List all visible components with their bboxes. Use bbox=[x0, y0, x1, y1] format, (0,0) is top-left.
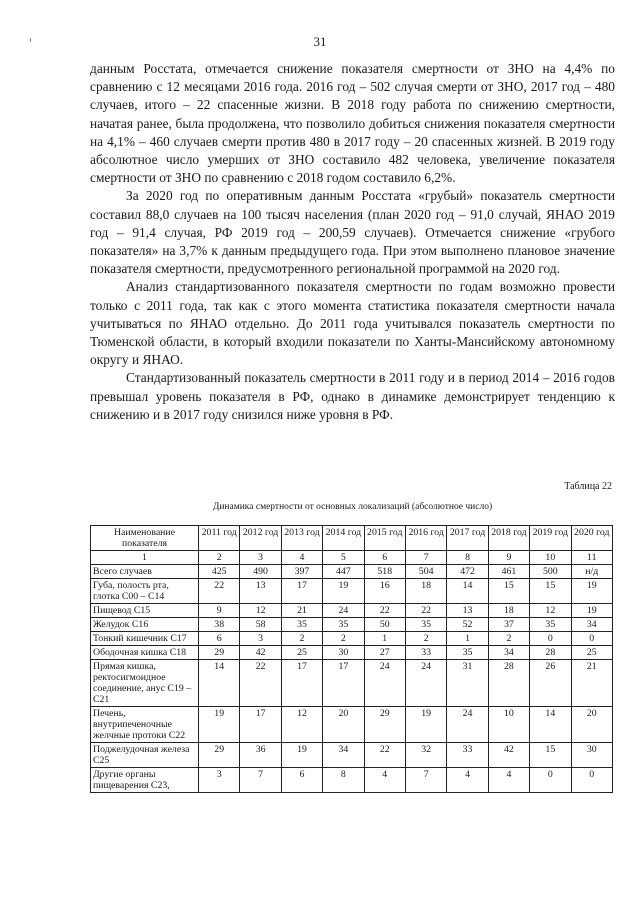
table-cell-value: 37 bbox=[488, 618, 529, 632]
table-cell-value: 20 bbox=[571, 707, 612, 743]
header-indicator-name: Наименование показателя bbox=[91, 526, 199, 551]
table-row bbox=[91, 743, 613, 768]
table-cell-value: 24 bbox=[323, 604, 364, 618]
table-cell-value: 2 bbox=[488, 632, 529, 646]
header-year: 2013 год bbox=[281, 526, 322, 551]
table-cell-value: 52 bbox=[447, 618, 488, 632]
table-cell-value: 17 bbox=[323, 660, 364, 707]
table-cell-value: 22 bbox=[240, 660, 281, 707]
table-cell-value: 20 bbox=[323, 707, 364, 743]
header-year: 2015 год bbox=[364, 526, 405, 551]
row-indicator-name: Всего случаев bbox=[91, 565, 199, 579]
table-cell-value: 19 bbox=[199, 707, 240, 743]
table-row bbox=[91, 660, 613, 707]
table-cell-value: 12 bbox=[530, 604, 571, 618]
table-cell-value: 13 bbox=[447, 604, 488, 618]
table-cell-value: 13 bbox=[240, 579, 281, 604]
table-row bbox=[91, 565, 613, 579]
table-cell-value: 50 bbox=[364, 618, 405, 632]
table-cell-value: 17 bbox=[281, 579, 322, 604]
table-cell-value: 17 bbox=[240, 707, 281, 743]
table-cell-value: 10 bbox=[488, 707, 529, 743]
table-cell-value: 4 bbox=[364, 768, 405, 793]
table-cell-value: 29 bbox=[199, 743, 240, 768]
table-cell-value: 6 bbox=[199, 632, 240, 646]
table-cell-value: 21 bbox=[281, 604, 322, 618]
row-indicator-name: Желудок С16 bbox=[91, 618, 199, 632]
row-indicator-name: Тонкий кишечник С17 bbox=[91, 632, 199, 646]
row-indicator-name: Печень, внутрипеченочные желчные протоки С22 bbox=[91, 707, 199, 743]
table-cell-value: 19 bbox=[323, 579, 364, 604]
table-cell-value: 7 bbox=[405, 768, 446, 793]
column-number: 11 bbox=[571, 551, 612, 565]
column-number: 7 bbox=[405, 551, 446, 565]
table-cell-value: 504 bbox=[405, 565, 446, 579]
table-cell-value: 15 bbox=[488, 579, 529, 604]
table-cell-value: 19 bbox=[281, 743, 322, 768]
table-cell-value: 35 bbox=[281, 618, 322, 632]
header-year: 2020 год bbox=[571, 526, 612, 551]
table-cell-value: 490 bbox=[240, 565, 281, 579]
table-cell-value: 21 bbox=[571, 660, 612, 707]
table-cell-value: 19 bbox=[571, 604, 612, 618]
table-cell-value: 35 bbox=[323, 618, 364, 632]
table-cell-value: 472 bbox=[447, 565, 488, 579]
table-cell-value: 425 bbox=[199, 565, 240, 579]
table-cell-value: 9 bbox=[199, 604, 240, 618]
table-row bbox=[91, 618, 613, 632]
body-text bbox=[90, 60, 615, 424]
table-cell-value: 33 bbox=[405, 646, 446, 660]
table-cell-value: 461 bbox=[488, 565, 529, 579]
table-cell-value: 36 bbox=[240, 743, 281, 768]
table-cell-value: 34 bbox=[488, 646, 529, 660]
table-cell-value: 0 bbox=[530, 632, 571, 646]
table-cell-value: н/д bbox=[571, 565, 612, 579]
page-number: 31 bbox=[313, 34, 327, 49]
table-label: Таблица 22 bbox=[564, 481, 612, 492]
table-cell-value: 17 bbox=[281, 660, 322, 707]
header-year: 2019 год bbox=[530, 526, 571, 551]
table-cell-value: 16 bbox=[364, 579, 405, 604]
table-cell-value: 30 bbox=[571, 743, 612, 768]
table-row bbox=[91, 579, 613, 604]
table-cell-value: 26 bbox=[530, 660, 571, 707]
paragraph-2: За 2020 год по оперативным данным Росстата «грубый» показатель смертности составил 88,0 случаев на 100 тысяч населения (план 2020 год – 91,0 случай, ЯНАО 2019 год – 91,4 случая, РФ 2019 год – 200,59 случаев). Отмечается снижение «грубого показателя» на 3,7% к данным предыдущего года. При этом выполнено плановое значение показателя смертности, предусмотренного региональной программой на 2020 год. bbox=[90, 188, 615, 277]
paragraph-3: Анализ стандартизованного показателя смертности по годам возможно провести только с 2011 года, так как с этого момента статистика показателя смертности начала учитываться по ЯНАО отдельно. До 2011 года учитывался показатель смертности по Тюменской области, в который входили показатели по Ханты-Мансийскому автономному округу и ЯНАО. bbox=[90, 279, 615, 368]
column-number: 4 bbox=[281, 551, 322, 565]
header-year: 2017 год bbox=[447, 526, 488, 551]
row-indicator-name: Ободочная кишка С18 bbox=[91, 646, 199, 660]
column-number: 6 bbox=[364, 551, 405, 565]
mortality-table bbox=[90, 525, 613, 793]
table-cell-value: 8 bbox=[323, 768, 364, 793]
table-cell-value: 15 bbox=[530, 743, 571, 768]
paragraph-4: Стандартизованный показатель смертности в 2011 году и в период 2014 – 2016 годов превышал уровень показателя в РФ, однако в динамике демонстрирует тенденцию к снижению и в 2017 году снизился ниже уровня в РФ. bbox=[90, 370, 615, 422]
table-cell-value: 0 bbox=[571, 768, 612, 793]
table-cell-value: 25 bbox=[281, 646, 322, 660]
table-cell-value: 22 bbox=[405, 604, 446, 618]
table-cell-value: 3 bbox=[240, 632, 281, 646]
table-cell-value: 35 bbox=[405, 618, 446, 632]
table-cell-value: 32 bbox=[405, 743, 446, 768]
table-cell-value: 18 bbox=[405, 579, 446, 604]
table-cell-value: 33 bbox=[447, 743, 488, 768]
table-cell-value: 12 bbox=[281, 707, 322, 743]
header-year: 2018 год bbox=[488, 526, 529, 551]
table-cell-value: 24 bbox=[447, 707, 488, 743]
table-cell-value: 2 bbox=[323, 632, 364, 646]
table-cell-value: 447 bbox=[323, 565, 364, 579]
table-cell-value: 24 bbox=[364, 660, 405, 707]
table-cell-value: 25 bbox=[571, 646, 612, 660]
table-row bbox=[91, 768, 613, 793]
row-indicator-name: Другие органы пищеварения С23, bbox=[91, 768, 199, 793]
paragraph-1: данным Росстата, отмечается снижение показателя смертности от ЗНО на 4,4% по сравнению с 12 месяцами 2016 года. 2016 год – 502 случая смерти от ЗНО, 2017 год – 480 случаев, итого – 22 спасенные жизни. В 2018 году работа по снижению смертности, начатая ранее, была продолжена, что позволило добиться снижения показателя смертности на 4,1% – 460 случаев смерти против 480 в 2017 году – 20 спасенных жизней. В 2019 году абсолютное число умерших от ЗНО составило 482 человека, увеличение показателя смертности от ЗНО по сравнению с 2018 годом составило 6,2%. bbox=[90, 61, 615, 186]
table-cell-value: 1 bbox=[447, 632, 488, 646]
table-cell-value: 0 bbox=[530, 768, 571, 793]
column-number-row bbox=[91, 551, 613, 565]
table-cell-value: 14 bbox=[530, 707, 571, 743]
table-cell-value: 22 bbox=[199, 579, 240, 604]
table-cell-value: 42 bbox=[240, 646, 281, 660]
column-number: 3 bbox=[240, 551, 281, 565]
table-cell-value: 29 bbox=[364, 707, 405, 743]
header-year: 2011 год bbox=[199, 526, 240, 551]
table-cell-value: 15 bbox=[530, 579, 571, 604]
table-cell-value: 4 bbox=[447, 768, 488, 793]
table-cell-value: 29 bbox=[199, 646, 240, 660]
table-row bbox=[91, 707, 613, 743]
row-indicator-name: Губа, полость рта, глотка С00 – С14 bbox=[91, 579, 199, 604]
column-number: 1 bbox=[91, 551, 199, 565]
table-cell-value: 28 bbox=[488, 660, 529, 707]
row-indicator-name: Поджелудочная железа С25 bbox=[91, 743, 199, 768]
table-cell-value: 2 bbox=[281, 632, 322, 646]
table-cell-value: 7 bbox=[240, 768, 281, 793]
table-cell-value: 518 bbox=[364, 565, 405, 579]
table-cell-value: 0 bbox=[571, 632, 612, 646]
table-cell-value: 2 bbox=[405, 632, 446, 646]
table-cell-value: 34 bbox=[571, 618, 612, 632]
table-cell-value: 22 bbox=[364, 743, 405, 768]
header-year: 2012 год bbox=[240, 526, 281, 551]
table-cell-value: 500 bbox=[530, 565, 571, 579]
table-cell-value: 397 bbox=[281, 565, 322, 579]
table-cell-value: 35 bbox=[530, 618, 571, 632]
table-cell-value: 6 bbox=[281, 768, 322, 793]
table-cell-value: 24 bbox=[405, 660, 446, 707]
table-cell-value: 27 bbox=[364, 646, 405, 660]
table-cell-value: 22 bbox=[364, 604, 405, 618]
table-cell-value: 18 bbox=[488, 604, 529, 618]
table-cell-value: 42 bbox=[488, 743, 529, 768]
table-cell-value: 34 bbox=[323, 743, 364, 768]
table-cell-value: 58 bbox=[240, 618, 281, 632]
table-cell-value: 3 bbox=[199, 768, 240, 793]
table-cell-value: 14 bbox=[199, 660, 240, 707]
table-cell-value: 14 bbox=[447, 579, 488, 604]
row-indicator-name: Прямая кишка, ректосигмоидное соединение, анус С19 – С21 bbox=[91, 660, 199, 707]
table-row bbox=[91, 604, 613, 618]
table-title: Динамика смертности от основных локализаций (абсолютное число) bbox=[212, 502, 493, 512]
table-cell-value: 4 bbox=[488, 768, 529, 793]
column-number: 5 bbox=[323, 551, 364, 565]
table-row bbox=[91, 646, 613, 660]
table-cell-value: 19 bbox=[405, 707, 446, 743]
table-body bbox=[91, 551, 613, 793]
column-number: 9 bbox=[488, 551, 529, 565]
table-cell-value: 35 bbox=[447, 646, 488, 660]
header-year: 2016 год bbox=[405, 526, 446, 551]
table-cell-value: 30 bbox=[323, 646, 364, 660]
header-row bbox=[91, 526, 613, 551]
table-cell-value: 38 bbox=[199, 618, 240, 632]
table-cell-value: 28 bbox=[530, 646, 571, 660]
column-number: 10 bbox=[530, 551, 571, 565]
table-cell-value: 1 bbox=[364, 632, 405, 646]
table-cell-value: 19 bbox=[571, 579, 612, 604]
table-cell-value: 12 bbox=[240, 604, 281, 618]
header-year: 2014 год bbox=[323, 526, 364, 551]
row-indicator-name: Пищевод С15 bbox=[91, 604, 199, 618]
column-number: 2 bbox=[199, 551, 240, 565]
table-cell-value: 31 bbox=[447, 660, 488, 707]
table-header bbox=[91, 526, 613, 551]
column-number: 8 bbox=[447, 551, 488, 565]
table-row bbox=[91, 632, 613, 646]
